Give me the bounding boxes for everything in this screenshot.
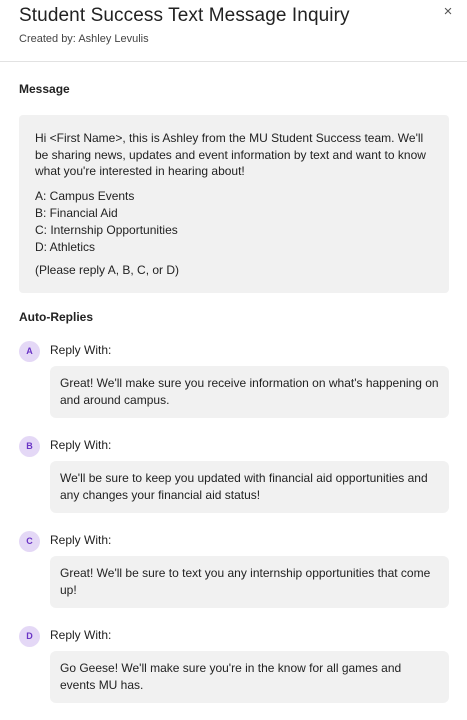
message-option: C: Internship Opportunities [35,222,178,237]
reply-key-badge: B [19,436,40,457]
message-section-label: Message [19,82,70,96]
reply-key-badge: D [19,626,40,647]
modal-header [0,0,467,62]
reply-with-label: Reply With: [50,628,112,642]
reply-key-badge: A [19,341,40,362]
message-reply-hint: (Please reply A, B, C, or D) [35,262,180,277]
reply-text: We'll be sure to keep you updated with financial aid opportunities and any changes your financial aid status! [50,461,449,513]
reply-text: Go Geese! We'll make sure you're in the know for all games and events MU has. [50,651,449,703]
reply-with-label: Reply With: [50,533,112,547]
close-icon[interactable]: × [443,3,453,20]
created-by-label: Created by: Ashley Levulis [19,33,149,45]
reply-text: Great! We'll be sure to text you any internship opportunities that come up! [50,556,449,608]
message-option: A: Campus Events [35,188,135,203]
message-option: D: Athletics [35,239,96,254]
message-intro: Hi <First Name>, this is Ashley from the MU Student Success team. We'll be sharing news, updates and event information by text and want to know what you're interested in hearing about! [35,131,426,178]
reply-text: Great! We'll make sure you receive information on what's happening on and around campus. [50,366,449,418]
reply-key-badge: C [19,531,40,552]
reply-with-label: Reply With: [50,343,112,357]
auto-replies-section-label: Auto-Replies [19,310,94,324]
page-title: Student Success Text Message Inquiry [19,5,350,26]
message-option: B: Financial Aid [35,205,118,220]
message-options [35,188,433,256]
message-body [19,115,449,293]
reply-with-label: Reply With: [50,438,112,452]
